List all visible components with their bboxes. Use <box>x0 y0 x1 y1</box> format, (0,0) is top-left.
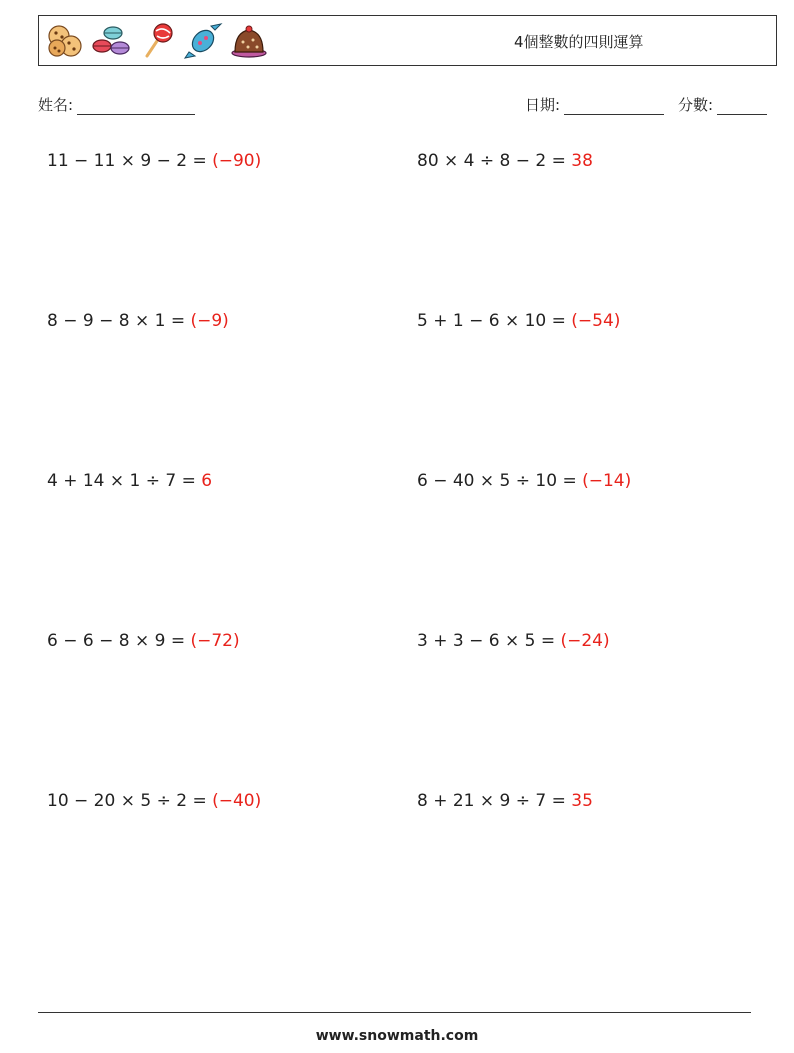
footer-divider <box>38 1012 751 1013</box>
problem-6 <box>417 471 631 491</box>
problem-expression: 80 × 4 ÷ 8 − 2 = <box>417 151 572 171</box>
header-box <box>38 15 777 66</box>
problem-answer: (−40) <box>212 791 262 811</box>
problem-2 <box>417 151 593 171</box>
problem-answer: (−24) <box>560 631 610 651</box>
problem-9 <box>47 791 261 811</box>
problem-expression: 10 − 20 × 5 ÷ 2 = <box>47 791 213 811</box>
date-blank[interactable] <box>564 98 664 115</box>
problem-expression: 11 − 11 × 9 − 2 = <box>47 151 213 171</box>
problem-10 <box>417 791 593 811</box>
problem-expression: 8 − 9 − 8 × 1 = <box>47 311 191 331</box>
date-label: 日期: <box>525 96 561 114</box>
lollipop-icon <box>137 22 177 60</box>
problem-4 <box>417 311 620 331</box>
problem-answer: (−72) <box>190 631 240 651</box>
name-label: 姓名: <box>38 96 74 114</box>
problem-expression: 5 + 1 − 6 × 10 = <box>417 311 572 331</box>
problem-answer: (−9) <box>190 311 229 331</box>
problem-answer: 35 <box>571 791 593 811</box>
name-field <box>38 94 195 115</box>
score-field <box>678 94 767 115</box>
problem-expression: 4 + 14 × 1 ÷ 7 = <box>47 471 202 491</box>
problem-3 <box>47 311 229 331</box>
macarons-icon <box>91 22 131 60</box>
name-blank[interactable] <box>77 98 195 115</box>
date-field <box>525 94 664 115</box>
problem-7 <box>47 631 240 651</box>
problem-expression: 8 + 21 × 9 ÷ 7 = <box>417 791 572 811</box>
problem-answer: (−54) <box>571 311 621 331</box>
chocolate-cake-icon <box>229 22 269 60</box>
problem-answer: (−90) <box>212 151 262 171</box>
footer-url[interactable]: www.snowmath.com <box>315 1028 479 1044</box>
problem-answer: 38 <box>571 151 593 171</box>
wrapped-candy-icon <box>183 22 223 60</box>
problem-1 <box>47 151 261 171</box>
score-label: 分數: <box>678 96 714 114</box>
cookies-icon <box>45 22 85 60</box>
problem-expression: 6 − 6 − 8 × 9 = <box>47 631 191 651</box>
score-blank[interactable] <box>717 98 767 115</box>
problem-5 <box>47 471 212 491</box>
header-icons <box>45 22 269 60</box>
problem-answer: 6 <box>201 471 213 491</box>
problem-answer: (−14) <box>582 471 632 491</box>
problem-expression: 3 + 3 − 6 × 5 = <box>417 631 561 651</box>
problem-expression: 6 − 40 × 5 ÷ 10 = <box>417 471 583 491</box>
worksheet-title: 4個整數的四則運算 <box>514 33 644 51</box>
problem-8 <box>417 631 610 651</box>
